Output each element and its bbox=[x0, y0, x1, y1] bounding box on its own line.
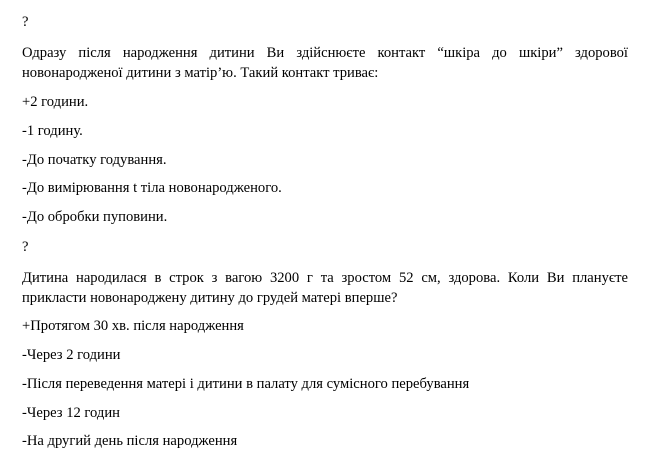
answer-option: -До обробки пуповини. bbox=[22, 209, 168, 225]
question-text: Дитина народилася в строк з вагою 3200 г та зростом 52 см, здорова. Коли Ви плануєте прикласти новонароджену дитину до грудей матері вперше? bbox=[22, 270, 628, 306]
answer-option: -До вимірювання t тіла новонародженого. bbox=[22, 180, 282, 196]
answer-option: -Через 12 годин bbox=[22, 405, 120, 421]
answer-option: -1 годину. bbox=[22, 123, 83, 139]
answer-option: -Після переведення матері і дитини в палату для сумісного перебування bbox=[22, 376, 470, 392]
question-marker: ? bbox=[22, 239, 29, 255]
question-marker: ? bbox=[22, 14, 29, 30]
question-text: Одразу після народження дитини Ви здійснюєте контакт “шкіра до шкіри” здорової новонародженої дитини з матір’ю. Такий контакт триває: bbox=[22, 45, 628, 81]
answer-option: -На другий день після народження bbox=[22, 433, 238, 449]
answer-option: -Через 2 години bbox=[22, 347, 121, 363]
answer-option: -До початку годування. bbox=[22, 152, 167, 168]
answer-option: +Протягом 30 хв. після народження bbox=[22, 318, 244, 334]
answer-option: +2 години. bbox=[22, 94, 89, 110]
